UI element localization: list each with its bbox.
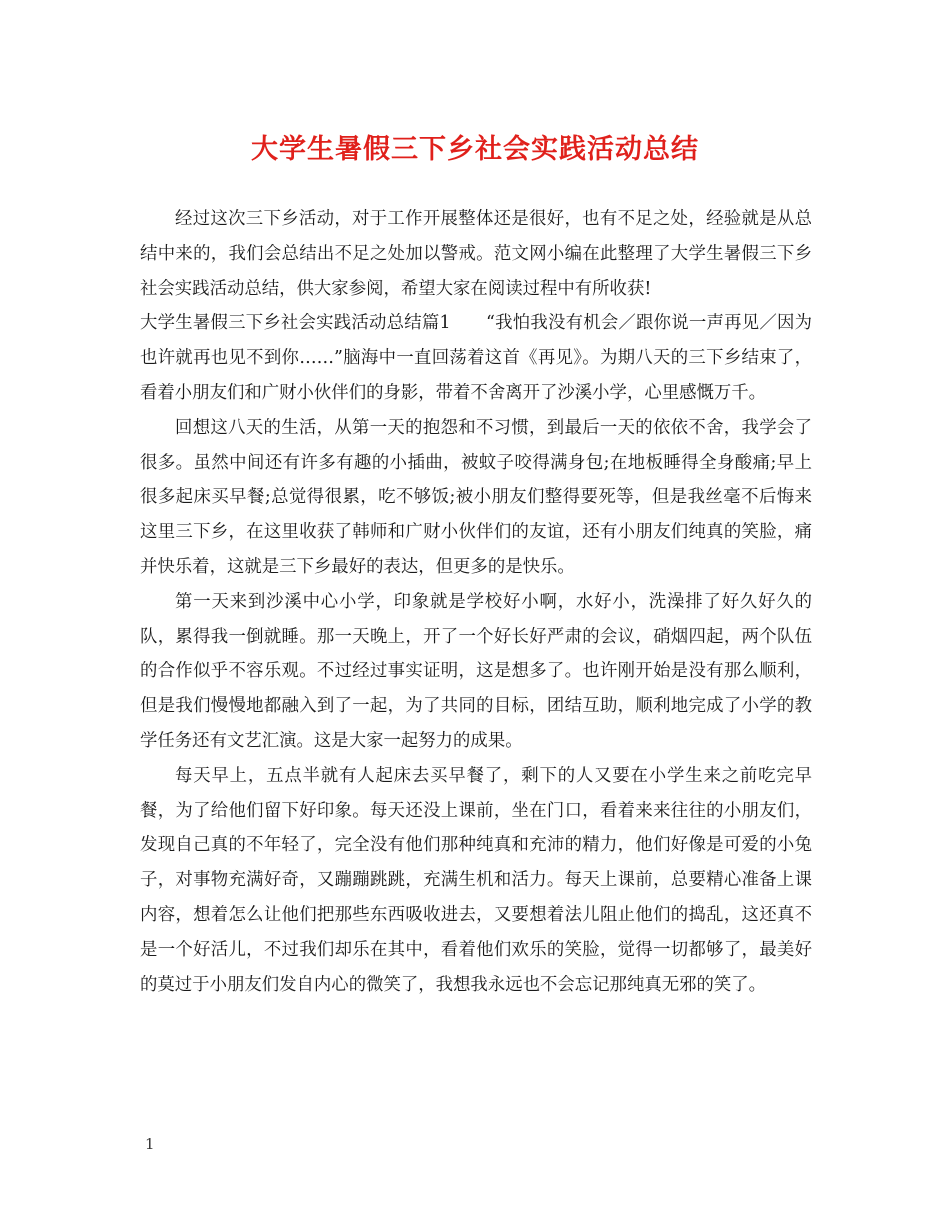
body-paragraph: 回想这八天的生活，从第一天的抱怨和不习惯，到最后一天的依依不舍，我学会了很多。虽然中间还有许多有趣的小插曲，被蚊子咬得满身包;在地板睡得全身酸痛;早上很多起床买早餐;总觉得很累，吃不够饭;被小朋友们整得要死等，但是我丝毫不后悔来这里三下乡，在这里收获了韩师和广财小伙伴们的友谊，还有小朋友们纯真的笑脸，痛并快乐着，这就是三下乡最好的表达，但更多的是快乐。	[140, 417, 812, 577]
page-number: 1	[145, 1135, 155, 1153]
document-body	[140, 202, 812, 1002]
section-heading-paragraph: 大学生暑假三下乡社会实践活动总结篇1 “我怕我没有机会／跟你说一声再见／因为也许就再也见不到你……”脑海中一直回荡着这首《再见》。为期八天的三下乡结束了，看着小朋友们和广财小伙伴们的身影，带着不舍离开了沙溪小学，心里感慨万千。	[140, 313, 812, 403]
body-paragraph: 第一天来到沙溪中心小学，印象就是学校好小啊，水好小，洗澡排了好久好久的队，累得我一倒就睡。那一天晚上，开了一个好长好严肃的会议，硝烟四起，两个队伍的合作似乎不容乐观。不过经过事实证明，这是想多了。也许刚开始是没有那么顺利，但是我们慢慢地都融入到了一起，为了共同的目标，团结互助，顺利地完成了小学的教学任务还有文艺汇演。这是大家一起努力的成果。	[140, 591, 812, 751]
document-title: 大学生暑假三下乡社会实践活动总结	[251, 134, 699, 165]
intro-paragraph: 经过这次三下乡活动，对于工作开展整体还是很好，也有不足之处，经验就是从总结中来的，我们会总结出不足之处加以警戒。范文网小编在此整理了大学生暑假三下乡社会实践活动总结，供大家参阅，希望大家在阅读过程中有所收获!	[140, 209, 812, 299]
body-paragraph: 每天早上，五点半就有人起床去买早餐了，剩下的人又要在小学生来之前吃完早餐，为了给他们留下好印象。每天还没上课前，坐在门口，看着来来往往的小朋友们，发现自己真的不年轻了，完全没有他们那种纯真和充沛的精力，他们好像是可爱的小兔子，对事物充满好奇，又蹦蹦跳跳，充满生机和活力。每天上课前，总要精心准备上课内容，想着怎么让他们把那些东西吸收进去，又要想着法儿阻止他们的捣乱，这还真不是一个好活儿，不过我们却乐在其中，看着他们欢乐的笑脸，觉得一切都够了，最美好的莫过于小朋友们发自内心的微笑了，我想我永远也不会忘记那纯真无邪的笑了。	[140, 765, 812, 995]
